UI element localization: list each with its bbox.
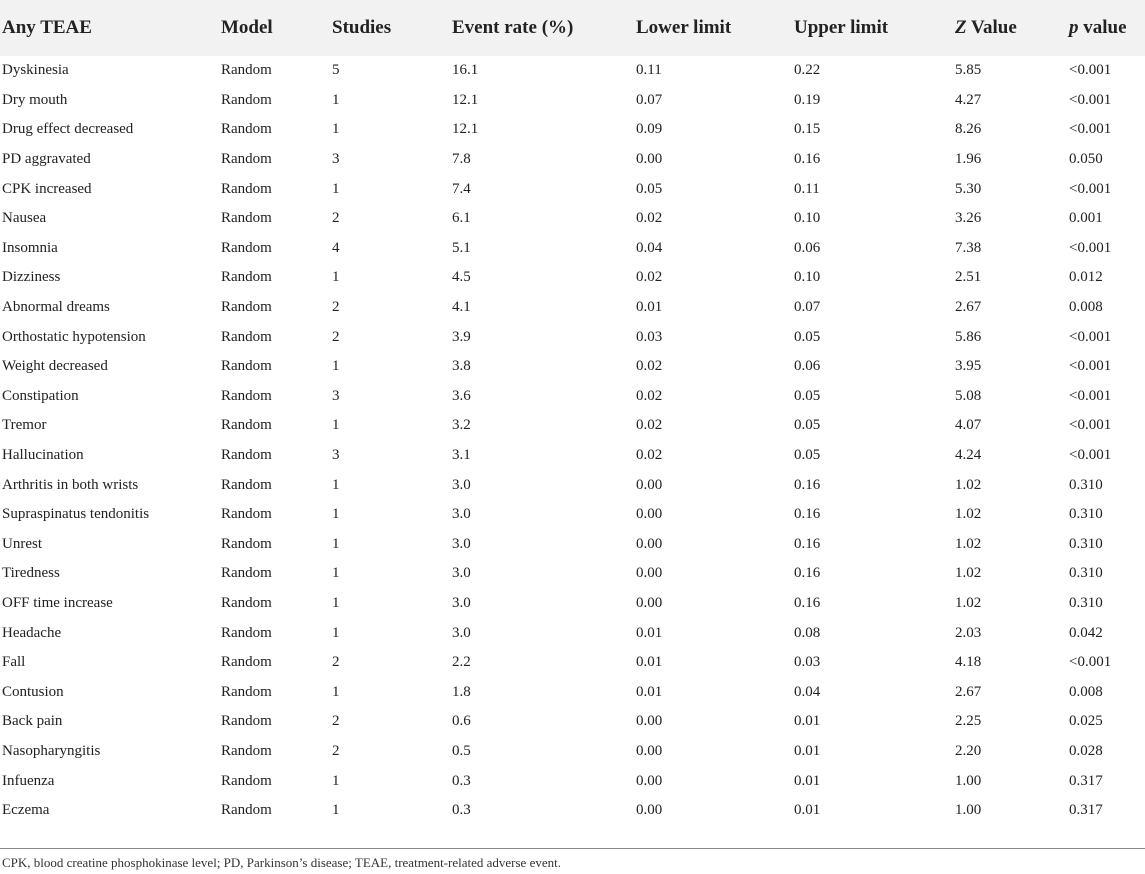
table-cell: 3.0 bbox=[452, 506, 471, 523]
table-cell: Random bbox=[221, 476, 272, 493]
table-cell: 1 bbox=[332, 269, 340, 286]
table-cell: Random bbox=[221, 91, 272, 108]
table-cell: Random bbox=[221, 742, 272, 759]
table-cell: <0.001 bbox=[1069, 62, 1112, 79]
table-cell: <0.001 bbox=[1069, 328, 1112, 345]
table-cell: 0.3 bbox=[452, 802, 471, 819]
table-cell: 0.04 bbox=[794, 683, 821, 700]
table-cell: 0.00 bbox=[636, 506, 663, 523]
table-cell: 1 bbox=[332, 91, 340, 108]
table-cell: 0.317 bbox=[1069, 802, 1103, 819]
table-cell: Random bbox=[221, 683, 272, 700]
table-row bbox=[0, 441, 1145, 471]
table-cell: 0.008 bbox=[1069, 299, 1103, 316]
table-cell: Arthritis in both wrists bbox=[2, 476, 139, 493]
table-cell: 0.001 bbox=[1069, 210, 1103, 227]
table-cell: 0.16 bbox=[794, 594, 821, 611]
table-cell: Orthostatic hypotension bbox=[2, 328, 146, 345]
table-cell: 0.08 bbox=[794, 624, 821, 641]
table-cell: 0.00 bbox=[636, 476, 663, 493]
table-cell: <0.001 bbox=[1069, 358, 1112, 375]
table-cell: 0.00 bbox=[636, 594, 663, 611]
header-row bbox=[0, 0, 1145, 56]
table-row bbox=[0, 796, 1145, 826]
table-row bbox=[0, 766, 1145, 796]
table-row bbox=[0, 293, 1145, 323]
table-cell: 3.95 bbox=[955, 358, 982, 375]
table-cell: Random bbox=[221, 358, 272, 375]
table-cell: 1 bbox=[332, 772, 340, 789]
table-row bbox=[0, 737, 1145, 767]
table-cell: 5 bbox=[332, 62, 340, 79]
table-cell: Abnormal dreams bbox=[2, 299, 110, 316]
table-cell: 0.06 bbox=[794, 239, 821, 256]
table-cell: Random bbox=[221, 239, 272, 256]
table-cell: 1 bbox=[332, 180, 340, 197]
table-row bbox=[0, 234, 1145, 264]
table-cell: 0.025 bbox=[1069, 713, 1103, 730]
table-cell: 0.07 bbox=[794, 299, 821, 316]
table-cell: 4 bbox=[332, 239, 340, 256]
table-cell: Drug effect decreased bbox=[2, 121, 134, 138]
table-bottom-rule bbox=[0, 848, 1145, 849]
table-cell: 1.02 bbox=[955, 476, 982, 493]
table-cell: Dizziness bbox=[2, 269, 61, 286]
table-cell: 7.8 bbox=[452, 151, 471, 168]
table-cell: 16.1 bbox=[452, 62, 479, 79]
table-cell: 0.050 bbox=[1069, 151, 1103, 168]
table-cell: Unrest bbox=[2, 535, 42, 552]
table-cell: 5.30 bbox=[955, 180, 982, 197]
table-cell: <0.001 bbox=[1069, 387, 1112, 404]
table-footnote: CPK, blood creatine phosphokinase level; PD, Parkinson’s disease; TEAE, treatment-related adverse event. bbox=[2, 855, 561, 870]
table-row bbox=[0, 677, 1145, 707]
table-cell: 0.310 bbox=[1069, 476, 1103, 493]
table-cell: Random bbox=[221, 654, 272, 671]
table-cell: 0.16 bbox=[794, 476, 821, 493]
table-cell: 3.9 bbox=[452, 328, 471, 345]
table-row bbox=[0, 352, 1145, 382]
table-row bbox=[0, 263, 1145, 293]
column-header-6 bbox=[955, 0, 1069, 56]
column-header-text: Value bbox=[966, 17, 1017, 38]
table-cell: 1 bbox=[332, 594, 340, 611]
table-cell: 1 bbox=[332, 476, 340, 493]
table-cell: 0.11 bbox=[794, 180, 820, 197]
table-cell: 2.03 bbox=[955, 624, 982, 641]
table-cell: 3 bbox=[332, 151, 340, 168]
table-row bbox=[0, 174, 1145, 204]
table-cell: 3.0 bbox=[452, 624, 471, 641]
table-cell: 0.05 bbox=[794, 328, 821, 345]
table-cell: 8.26 bbox=[955, 121, 982, 138]
table-cell: 1 bbox=[332, 506, 340, 523]
table-cell: 3.26 bbox=[955, 210, 982, 227]
table-cell: 0.01 bbox=[636, 624, 663, 641]
column-header-text: Model bbox=[221, 17, 273, 38]
table-cell: 1.00 bbox=[955, 772, 982, 789]
table-cell: 3.6 bbox=[452, 387, 471, 404]
table-cell: 1 bbox=[332, 358, 340, 375]
column-header-text: Event rate (%) bbox=[452, 17, 574, 38]
table-cell: 1 bbox=[332, 683, 340, 700]
table-row bbox=[0, 559, 1145, 589]
table-cell: 4.24 bbox=[955, 447, 982, 464]
column-header-italic: p bbox=[1069, 17, 1079, 38]
table-cell: 3.0 bbox=[452, 565, 471, 582]
table-row bbox=[0, 56, 1145, 86]
column-header-4 bbox=[636, 0, 794, 56]
column-header-text: value bbox=[1078, 17, 1127, 38]
table-cell: Nasopharyngitis bbox=[2, 742, 101, 759]
table-cell: Tiredness bbox=[2, 565, 60, 582]
table-cell: Random bbox=[221, 269, 272, 286]
table-cell: 2 bbox=[332, 654, 340, 671]
table-cell: 0.00 bbox=[636, 742, 663, 759]
table-cell: 4.5 bbox=[452, 269, 471, 286]
table-cell: Insomnia bbox=[2, 239, 58, 256]
table-cell: 2.67 bbox=[955, 299, 982, 316]
table-cell: <0.001 bbox=[1069, 447, 1112, 464]
table-cell: 0.22 bbox=[794, 62, 821, 79]
table-cell: 6.1 bbox=[452, 210, 471, 227]
table-cell: 2.51 bbox=[955, 269, 982, 286]
table-cell: 1.00 bbox=[955, 802, 982, 819]
table-cell: 1 bbox=[332, 417, 340, 434]
table-cell: 0.317 bbox=[1069, 772, 1103, 789]
table-cell: 0.11 bbox=[636, 62, 662, 79]
table-body bbox=[0, 56, 1145, 825]
table-cell: 0.19 bbox=[794, 91, 821, 108]
table-cell: Random bbox=[221, 151, 272, 168]
table-cell: 0.05 bbox=[794, 447, 821, 464]
table-cell: Tremor bbox=[2, 417, 47, 434]
table-cell: 0.05 bbox=[794, 417, 821, 434]
table-cell: 2 bbox=[332, 713, 340, 730]
table-row bbox=[0, 500, 1145, 530]
table-cell: 4.27 bbox=[955, 91, 982, 108]
table-cell: 7.38 bbox=[955, 239, 982, 256]
table-cell: 0.01 bbox=[636, 654, 663, 671]
table-cell: 0.00 bbox=[636, 535, 663, 552]
table-cell: <0.001 bbox=[1069, 417, 1112, 434]
table-cell: 1.8 bbox=[452, 683, 471, 700]
table-row bbox=[0, 589, 1145, 619]
table-cell: Back pain bbox=[2, 713, 63, 730]
table-cell: Random bbox=[221, 62, 272, 79]
table-cell: 4.07 bbox=[955, 417, 982, 434]
table-cell: Constipation bbox=[2, 387, 79, 404]
table-cell: 2 bbox=[332, 210, 340, 227]
table-cell: 0.16 bbox=[794, 151, 821, 168]
table-row bbox=[0, 382, 1145, 412]
table-row bbox=[0, 648, 1145, 678]
table-cell: 0.10 bbox=[794, 269, 821, 286]
table-header bbox=[0, 0, 1145, 56]
table-cell: 3 bbox=[332, 387, 340, 404]
table-cell: 0.6 bbox=[452, 713, 471, 730]
table-cell: 4.18 bbox=[955, 654, 982, 671]
table-cell: 0.028 bbox=[1069, 742, 1103, 759]
table-cell: 0.00 bbox=[636, 802, 663, 819]
table-cell: Random bbox=[221, 387, 272, 404]
table-cell: 0.02 bbox=[636, 358, 663, 375]
table-row bbox=[0, 618, 1145, 648]
table-cell: PD aggravated bbox=[2, 151, 91, 168]
table-cell: 2 bbox=[332, 742, 340, 759]
table-cell: OFF time increase bbox=[2, 594, 113, 611]
table-cell: 0.15 bbox=[794, 121, 821, 138]
table-cell: Random bbox=[221, 180, 272, 197]
table-cell: 0.01 bbox=[794, 772, 821, 789]
table-cell: 1 bbox=[332, 535, 340, 552]
table-cell: 12.1 bbox=[452, 121, 479, 138]
table-cell: 0.02 bbox=[636, 387, 663, 404]
table-cell: 0.01 bbox=[794, 742, 821, 759]
table-row bbox=[0, 707, 1145, 737]
table-cell: 0.310 bbox=[1069, 506, 1103, 523]
table-cell: 0.05 bbox=[794, 387, 821, 404]
table-row bbox=[0, 145, 1145, 175]
table-cell: 0.00 bbox=[636, 151, 663, 168]
table-row bbox=[0, 115, 1145, 145]
table-cell: 1 bbox=[332, 565, 340, 582]
table-cell: CPK increased bbox=[2, 180, 92, 197]
table-cell: 5.08 bbox=[955, 387, 982, 404]
table-row bbox=[0, 411, 1145, 441]
table-cell: 0.16 bbox=[794, 506, 821, 523]
table-cell: 0.01 bbox=[794, 713, 821, 730]
table-row bbox=[0, 86, 1145, 116]
table-cell: 2.20 bbox=[955, 742, 982, 759]
table-cell: 2.25 bbox=[955, 713, 982, 730]
column-header-text: Studies bbox=[332, 17, 392, 38]
table-cell: Random bbox=[221, 565, 272, 582]
table-cell: 0.310 bbox=[1069, 565, 1103, 582]
table-cell: Nausea bbox=[2, 210, 47, 227]
table-cell: 0.310 bbox=[1069, 535, 1103, 552]
column-header-0 bbox=[0, 0, 221, 56]
table-cell: 0.05 bbox=[636, 180, 663, 197]
column-header-text: Upper limit bbox=[794, 17, 889, 38]
table-cell: 7.4 bbox=[452, 180, 471, 197]
table-cell: Supraspinatus tendonitis bbox=[2, 506, 150, 523]
table-row bbox=[0, 322, 1145, 352]
table-cell: Random bbox=[221, 772, 272, 789]
table-cell: Random bbox=[221, 624, 272, 641]
table-cell: Hallucination bbox=[2, 447, 84, 464]
table-cell: 0.02 bbox=[636, 210, 663, 227]
table-cell: Headache bbox=[2, 624, 62, 641]
table-cell: 1.02 bbox=[955, 506, 982, 523]
table-cell: 3.0 bbox=[452, 535, 471, 552]
table-cell: 0.01 bbox=[794, 802, 821, 819]
table-cell: 0.012 bbox=[1069, 269, 1103, 286]
table-cell: 0.03 bbox=[636, 328, 663, 345]
table-cell: <0.001 bbox=[1069, 239, 1112, 256]
table-cell: 3 bbox=[332, 447, 340, 464]
table-cell: 3.0 bbox=[452, 594, 471, 611]
table-cell: 12.1 bbox=[452, 91, 479, 108]
column-header-italic: Z bbox=[955, 17, 967, 38]
table-cell: 3.2 bbox=[452, 417, 471, 434]
table-cell: 0.02 bbox=[636, 269, 663, 286]
table-cell: Eczema bbox=[2, 802, 50, 819]
table-cell: 1 bbox=[332, 624, 340, 641]
table-cell: 0.3 bbox=[452, 772, 471, 789]
table-cell: Random bbox=[221, 121, 272, 138]
table-cell: 0.310 bbox=[1069, 594, 1103, 611]
column-header-1 bbox=[221, 0, 332, 56]
table-cell: 1.02 bbox=[955, 535, 982, 552]
table-cell: 0.07 bbox=[636, 91, 663, 108]
column-header-2 bbox=[332, 0, 452, 56]
column-header-text: Lower limit bbox=[636, 17, 732, 38]
table-cell: Random bbox=[221, 713, 272, 730]
table-cell: 2 bbox=[332, 299, 340, 316]
table-cell: 0.10 bbox=[794, 210, 821, 227]
table-cell: 3.1 bbox=[452, 447, 471, 464]
table-cell: 5.85 bbox=[955, 62, 982, 79]
table-cell: 0.04 bbox=[636, 239, 663, 256]
table-cell: <0.001 bbox=[1069, 654, 1112, 671]
table-cell: 3.0 bbox=[452, 476, 471, 493]
table-cell: 0.00 bbox=[636, 772, 663, 789]
table-cell: Random bbox=[221, 447, 272, 464]
table-cell: 0.00 bbox=[636, 565, 663, 582]
table-cell: Random bbox=[221, 299, 272, 316]
table-cell: 1 bbox=[332, 802, 340, 819]
column-header-text: Any TEAE bbox=[2, 17, 92, 38]
table-cell: <0.001 bbox=[1069, 180, 1112, 197]
table-cell: 0.02 bbox=[636, 447, 663, 464]
table-cell: 0.008 bbox=[1069, 683, 1103, 700]
table-cell: Random bbox=[221, 802, 272, 819]
table-cell: Dyskinesia bbox=[2, 62, 69, 79]
table-cell: 0.01 bbox=[636, 683, 663, 700]
table-cell: Random bbox=[221, 506, 272, 523]
table-cell: 1.02 bbox=[955, 594, 982, 611]
table-cell: 2.67 bbox=[955, 683, 982, 700]
table-cell: 2 bbox=[332, 328, 340, 345]
table-cell: Random bbox=[221, 535, 272, 552]
column-header-7 bbox=[1069, 0, 1145, 56]
table-cell: 0.02 bbox=[636, 417, 663, 434]
table-cell: 0.042 bbox=[1069, 624, 1103, 641]
table-cell: Random bbox=[221, 328, 272, 345]
table-cell: Random bbox=[221, 417, 272, 434]
table-cell: 5.1 bbox=[452, 239, 471, 256]
table-row bbox=[0, 204, 1145, 234]
column-header-5 bbox=[794, 0, 955, 56]
table-cell: Random bbox=[221, 594, 272, 611]
table-cell: Random bbox=[221, 210, 272, 227]
table-cell: 1 bbox=[332, 121, 340, 138]
table-cell: 2.2 bbox=[452, 654, 471, 671]
table-cell: <0.001 bbox=[1069, 91, 1112, 108]
table-cell: 0.5 bbox=[452, 742, 471, 759]
column-header-3 bbox=[452, 0, 636, 56]
table-cell: 0.01 bbox=[636, 299, 663, 316]
table-cell: 0.16 bbox=[794, 565, 821, 582]
table-cell: 0.09 bbox=[636, 121, 663, 138]
table-cell: 1.02 bbox=[955, 565, 982, 582]
table-row bbox=[0, 470, 1145, 500]
table-cell: 4.1 bbox=[452, 299, 471, 316]
table-cell: 3.8 bbox=[452, 358, 471, 375]
table-cell: Dry mouth bbox=[2, 91, 68, 108]
table-cell: 0.03 bbox=[794, 654, 821, 671]
table-row bbox=[0, 530, 1145, 560]
table-cell: <0.001 bbox=[1069, 121, 1112, 138]
table-cell: 1.96 bbox=[955, 151, 982, 168]
table-cell: Fall bbox=[2, 654, 26, 671]
table-cell: 0.16 bbox=[794, 535, 821, 552]
table-cell: 0.00 bbox=[636, 713, 663, 730]
table-cell: Infuenza bbox=[2, 772, 55, 789]
table-cell: Contusion bbox=[2, 683, 64, 700]
table-cell: 0.06 bbox=[794, 358, 821, 375]
table-cell: 5.86 bbox=[955, 328, 982, 345]
table-cell: Weight decreased bbox=[2, 358, 108, 375]
